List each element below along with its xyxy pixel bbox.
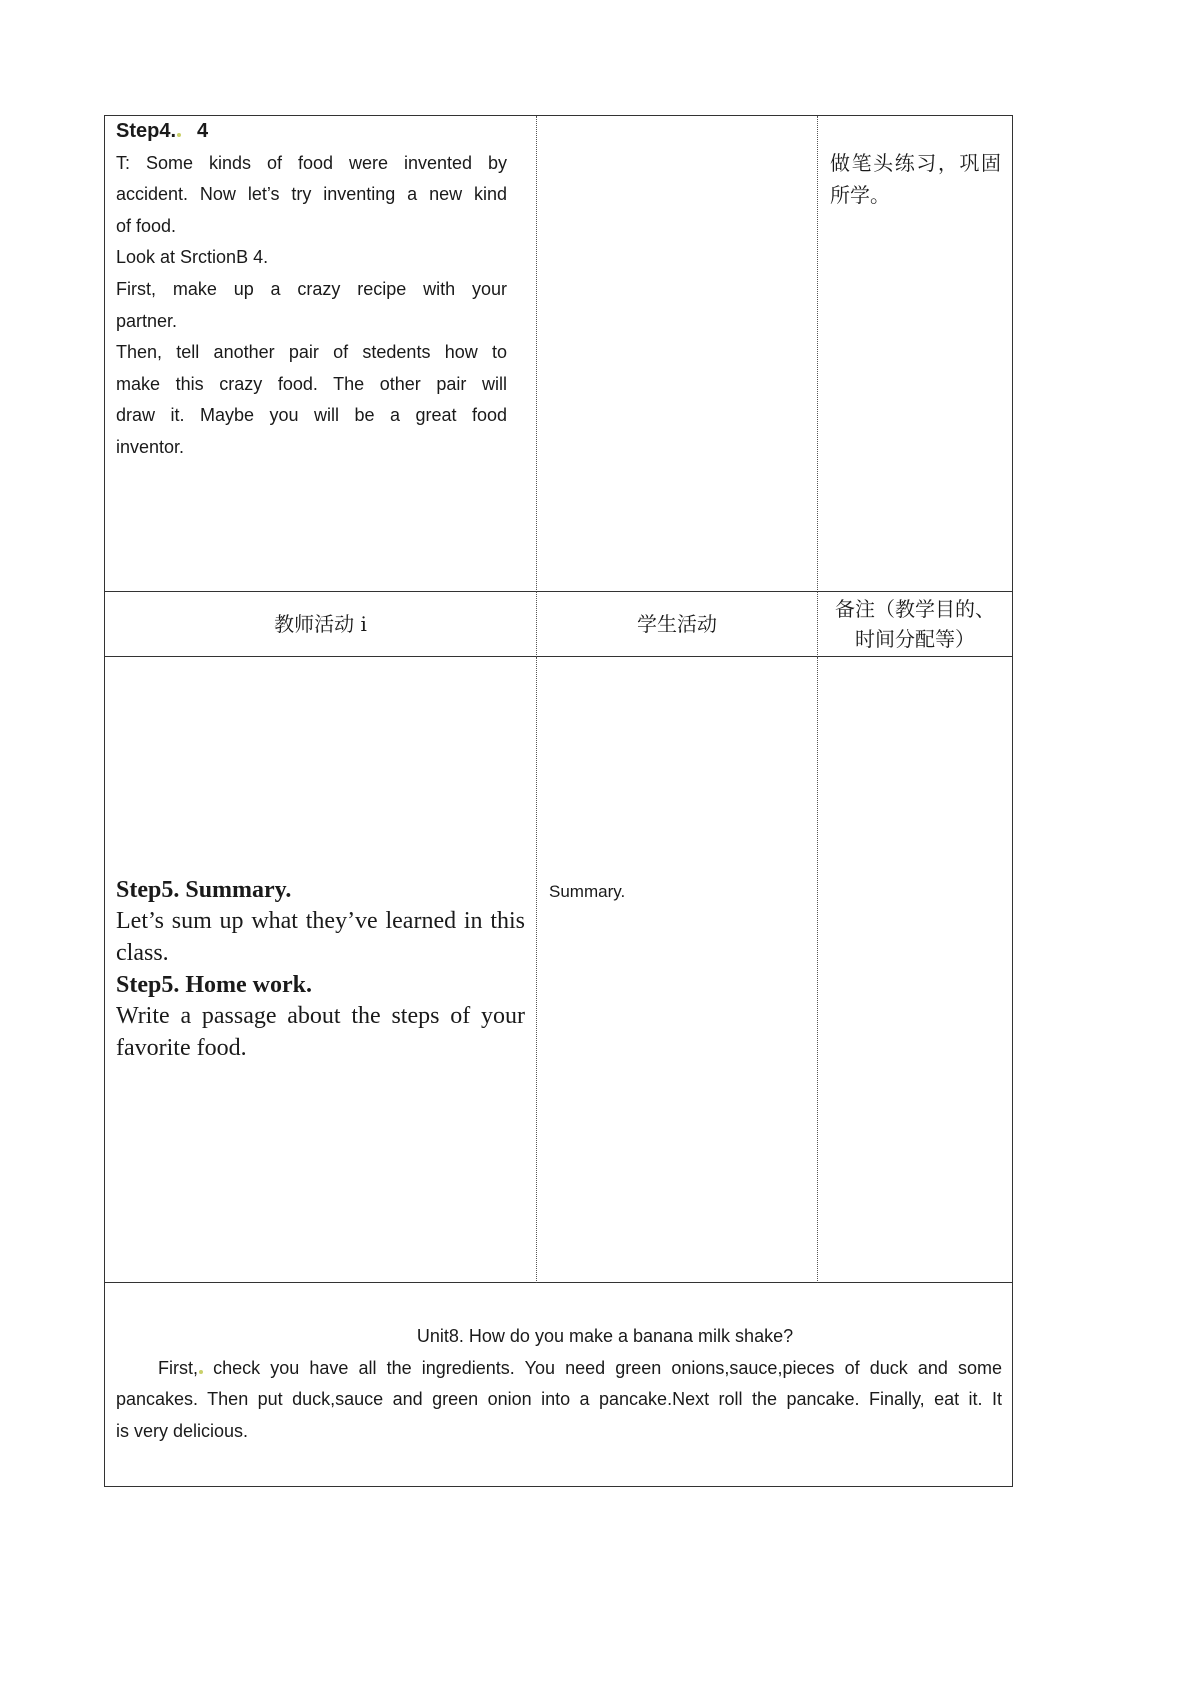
step5-note-cell [818, 657, 1012, 1283]
homework-text-line: Write a passage about the steps of your [116, 1003, 525, 1030]
header-notes-line: 时间分配等） [855, 627, 975, 651]
step4-heading [116, 116, 507, 148]
step4-note-cell [818, 116, 1012, 592]
header-notes [818, 592, 1012, 657]
step4-text-line: accident. Now let’s try inventing a new kind [116, 184, 507, 205]
sample-passage-cell [105, 1283, 1012, 1486]
step4-text-line: Then, tell another pair of stedents how to [116, 342, 507, 363]
step4-text-line: Look at SrctionB 4. [116, 247, 269, 268]
homework-heading: Step5. Home work. [116, 971, 312, 998]
passage-first-word: First, [158, 1357, 198, 1378]
note-line: 做笔头练习，巩固 [830, 151, 1001, 175]
passage-line: is very delicious. [116, 1420, 249, 1441]
header-teacher-label: 教师活动 i [274, 612, 367, 636]
step4-teacher-cell [105, 116, 537, 592]
header-student-label: 学生活动 [637, 612, 717, 636]
step4-text-line: draw it. Maybe you will be a great food [116, 405, 507, 426]
step4-text-line: of food. [116, 215, 177, 236]
header-teacher-activity [105, 592, 537, 657]
marker-dot [199, 1370, 203, 1374]
step4-student-cell [537, 116, 818, 592]
passage-title: Unit8. How do you make a banana milk shake? [416, 1326, 794, 1346]
passage-line-text: check you have all the ingredients. You need green onions,sauce,pieces of duck and some [213, 1357, 1002, 1378]
step4-text-line: make this crazy food. The other pair will [116, 373, 507, 394]
step4-text-line: T: Some kinds of food were invented by [116, 152, 507, 173]
summary-heading: Step5. Summary. [116, 876, 292, 903]
step5-student-cell [537, 657, 818, 1283]
step4-heading-number: 4 [197, 120, 209, 142]
step4-text-line: inventor. [116, 436, 185, 457]
summary-text-line: class. [116, 939, 169, 966]
passage-line [116, 1353, 1002, 1385]
note-line: 所学。 [830, 182, 890, 207]
step5-teacher-cell [105, 657, 537, 1283]
summary-text-line: Let’s sum up what they’ve learned in this [116, 908, 525, 935]
header-notes-line: 备注（教学目的、 [835, 597, 995, 621]
step4-text-line: First, make up a crazy recipe with your [116, 278, 507, 299]
header-student-activity [537, 592, 818, 657]
passage-line: pancakes. Then put duck,sauce and green onion into a pancake.Next roll the pancake. Finally, eat it. It [116, 1389, 1002, 1410]
homework-text-line: favorite food. [116, 1034, 247, 1061]
marker-dot [177, 133, 181, 137]
step4-text-line: partner. [116, 310, 178, 331]
step4-heading-label: Step4. [116, 120, 177, 142]
lesson-plan-table [104, 115, 1013, 1487]
student-summary-text: Summary. [549, 882, 626, 901]
